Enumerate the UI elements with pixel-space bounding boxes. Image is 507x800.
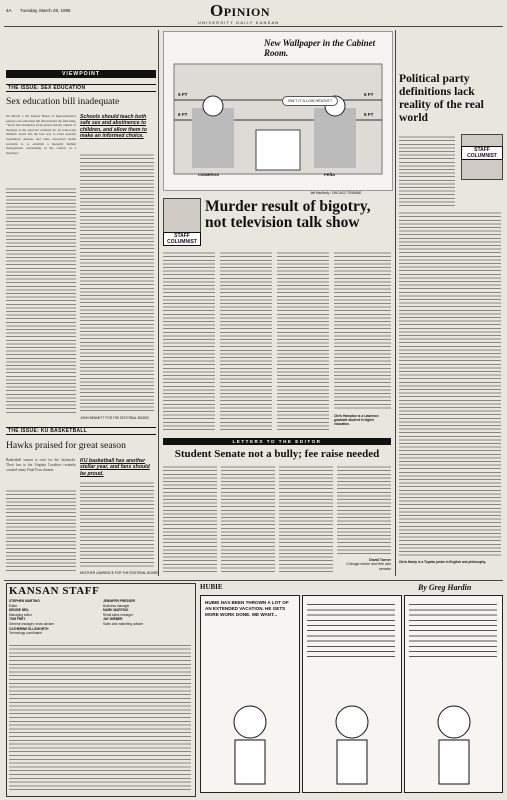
body-text-lines	[80, 480, 154, 568]
cartoon-drawing	[164, 60, 392, 184]
issue2-byline: HEATHER LAWRENCE FOR THE EDITORIAL BOARD	[80, 571, 159, 575]
staff-right-list	[103, 599, 193, 627]
body-text-lines	[399, 210, 501, 556]
body-text-lines	[277, 250, 329, 430]
murder-body-col3	[277, 250, 329, 430]
masthead: Opinion	[210, 1, 271, 20]
issue1-headline: Sex education bill inadequate	[6, 96, 120, 107]
column-rule	[395, 30, 396, 576]
letters-bar: LETTERS TO THE EDITOR	[163, 438, 391, 445]
cartoon-name-right: PEÑA	[324, 172, 336, 177]
right-body	[399, 210, 501, 556]
issue1-body-col2	[80, 152, 154, 414]
bottom-rule	[4, 580, 503, 581]
issue1-pullquote: Schools should teach both safe sex and abstinence to children, and allow them to make an informed choice.	[80, 114, 147, 140]
cartoon-title: New Wallpaper in the Cabinet Room.	[264, 38, 376, 58]
letters-headline: Student Senate not a bully; fee raise needed	[174, 448, 380, 460]
murder-body-col2	[220, 250, 272, 430]
cartoon-credit: Jeff MacNelly / CHICAGO TRIBUNE	[310, 191, 362, 195]
body-text-lines	[399, 134, 455, 206]
staff-role: Technology coordinator	[9, 631, 42, 636]
staff-title: KANSAN STAFF	[9, 585, 100, 597]
right-headline: Political party definitions lack reality of the real world	[399, 72, 484, 124]
column-rule	[158, 30, 159, 576]
issue-date: Tuesday, March 28, 1995	[20, 8, 71, 13]
issue2-body-col2	[80, 480, 154, 568]
staff-name: TOM FREY	[9, 617, 26, 622]
staff-name: MARK MARTINO	[103, 608, 129, 613]
viewpoint-bar: VIEWPOINT	[6, 70, 156, 78]
murder-body-col1	[163, 250, 215, 430]
letters-body-col1	[163, 464, 217, 572]
hubie-title: HUBIE	[200, 583, 223, 591]
issue2-body-col1	[6, 488, 76, 572]
cartoon-label-left2: 6 FT	[178, 112, 188, 117]
issue2-headline: Hawks praised for great season	[6, 440, 126, 451]
issue1-body-col1b	[6, 186, 76, 414]
header-rule	[4, 26, 503, 27]
body-text-lines	[6, 186, 76, 414]
issue2-lead: Basketball season is over for the Jayhawks. Their loss to the Virginia Cavaliers certainly crushed many Final Four dreams.	[6, 458, 76, 472]
issue2-label: THE ISSUE: KU BASKETBALL	[6, 427, 156, 435]
staff-directory-lines	[9, 642, 191, 792]
body-text-lines	[220, 250, 272, 430]
letters-body-col4	[337, 464, 391, 556]
hubie-comic	[198, 583, 503, 795]
section-spacer	[6, 30, 156, 66]
letters-signature	[337, 558, 391, 571]
masthead-subtitle: UNIVERSITY DAILY KANSAN	[198, 20, 280, 25]
editorial-cartoon	[163, 31, 393, 191]
hubie-panel-2	[302, 595, 402, 793]
body-text-lines	[279, 464, 333, 572]
cartoon-label-right2: 5 FT	[364, 112, 374, 117]
murder-byline: Chris Hampton is a Lawrence graduate student in higher education.	[334, 414, 379, 426]
kansan-staff-box	[6, 583, 196, 797]
issue1-lead: On March 1, the Kansas House of Representatives passed a sex education bill that includes the following: "Teach that abstinence from sexual activity outside of marriage is the expected standard for all school-age children. Teach that the best way to avoid sexually transmitted diseases and other associated health problems is to establish a mutually faithful monogamous relationship in the context of a marriage."	[6, 114, 76, 155]
columnist-tag-right: STAFF COLUMNIST	[461, 146, 503, 160]
cartoon-label-right: 6 FT	[364, 92, 374, 97]
staff-role: Sales and marketing adviser	[103, 621, 144, 626]
murder-headline: Murder result of bigotry, not television talk show	[205, 198, 371, 231]
staff-role: Retail sales manager	[103, 612, 133, 617]
murder-body-col4	[334, 250, 391, 410]
hubie-character-1	[215, 700, 285, 788]
letters-body-col2	[221, 464, 275, 572]
letters-body-col3	[279, 464, 333, 572]
body-text-lines	[221, 464, 275, 572]
body-text-lines	[163, 464, 217, 572]
staff-name: DENISE NEIL	[9, 608, 30, 613]
columnist-tag: STAFF COLUMNIST	[163, 232, 201, 246]
cartoon-label-left: 5 FT	[178, 92, 188, 97]
body-text-lines	[80, 152, 154, 414]
staff-name: CATHERINE ELLSWORTH	[9, 626, 49, 631]
hubie-bubble: HUBIE HAS BEEN THROWN A LOT OF AN EXTENDED VACATION. HE GETS MORE WORK DONE. WE WANT...	[205, 600, 289, 617]
right-byline: Chris Hardy is a Topeka junior in English and philosophy.	[399, 560, 487, 564]
staff-name: JAY WIEBER	[103, 617, 123, 622]
staff-role: Editor	[9, 603, 18, 608]
issue1-label: THE ISSUE: SEX EDUCATION	[6, 84, 156, 92]
hubie-bubble-lines	[409, 600, 497, 660]
letters-sig-name: David Turner	[369, 558, 391, 562]
cartoon-name-left: CISNEROS	[198, 172, 219, 177]
staff-role: General manager, news adviser	[9, 621, 55, 626]
page-number: 4A	[6, 8, 12, 13]
hubie-panel-3	[404, 595, 503, 793]
hubie-character-2	[317, 700, 387, 788]
body-text-lines	[337, 464, 391, 556]
staff-name: STEPHEN MARTINO	[9, 599, 40, 603]
staff-left-list	[9, 599, 101, 636]
hubie-character-3	[419, 700, 489, 788]
hubie-bubble-lines	[307, 600, 395, 660]
staff-name: JENNIFER PRESSER	[103, 599, 135, 603]
staff-role: Business manager	[103, 603, 130, 608]
body-text-lines	[6, 488, 76, 572]
hubie-panel-1	[200, 595, 300, 793]
cartoon-speech-bubble: ISN'T IT A LOW HEIGHT?	[282, 96, 338, 106]
body-text-lines	[334, 250, 391, 410]
letters-sig-title: Chicago senior and fine arts senator	[346, 562, 391, 571]
staff-role: Managing editor	[9, 612, 32, 617]
right-body-top	[399, 134, 455, 206]
body-text-lines	[163, 250, 215, 430]
issue1-byline: JOHN BENNETT FOR THE EDITORIAL BOARD	[80, 416, 149, 420]
hubie-credit: By Greg Hardin	[418, 583, 472, 592]
issue2-pullquote: KU basketball has another stellar year, and fans should be proud.	[80, 458, 150, 477]
